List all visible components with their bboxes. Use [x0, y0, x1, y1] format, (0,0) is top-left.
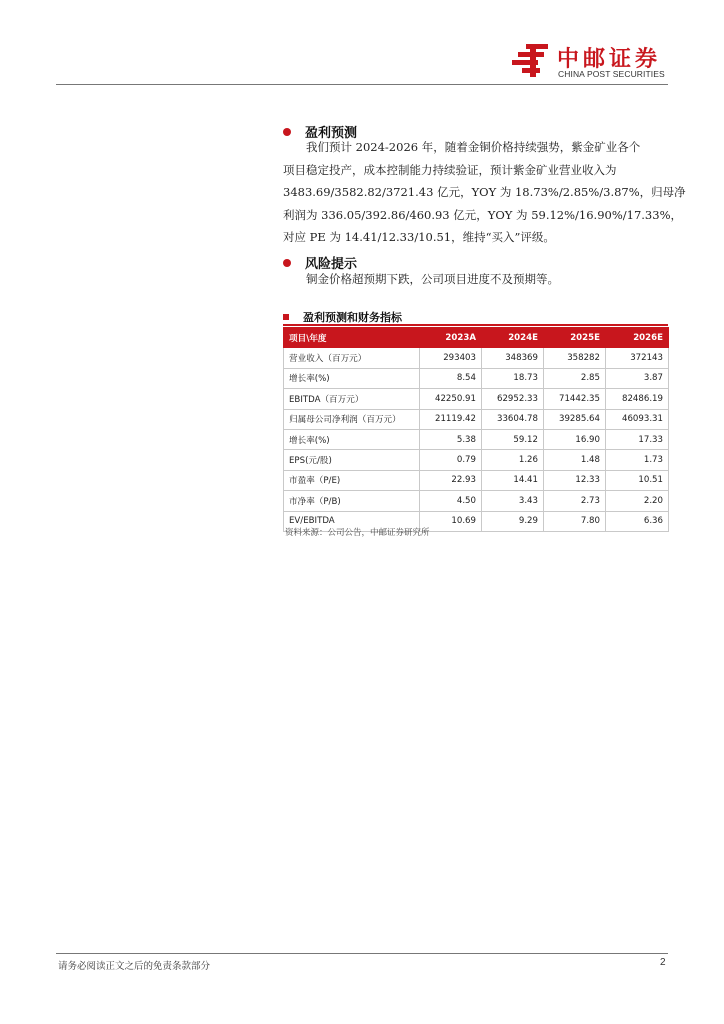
paragraph-line: 3483.69/3582.82/3721.43 亿元，YOY 为 18.73%/2.85%/3.87%，归母净	[283, 185, 686, 200]
row-label-cell: 市净率（P/B)	[284, 491, 420, 511]
footer-disclaimer: 请务必阅读正文之后的免责条款部分	[58, 961, 211, 972]
value-cell: 6.36	[606, 511, 669, 531]
value-cell: 10.51	[606, 470, 669, 490]
row-label-cell: 营业收入（百万元）	[284, 348, 420, 368]
value-cell: 18.73	[482, 368, 544, 388]
section-title: 风险提示	[305, 257, 358, 272]
paragraph-line: 铜金价格超预期下跌，公司项目进度不及预期等。	[306, 272, 559, 286]
value-cell: 42250.91	[420, 389, 482, 409]
value-cell: 39285.64	[544, 409, 606, 429]
table-row	[284, 389, 669, 409]
table-title-text: 盈利预测和财务指标	[303, 311, 402, 324]
value-cell: 2.20	[606, 491, 669, 511]
row-label-cell: 增长率(%)	[284, 429, 420, 449]
value-cell: 5.38	[420, 429, 482, 449]
value-cell: 59.12	[482, 429, 544, 449]
table-row	[284, 450, 669, 470]
value-cell: 10.69	[420, 511, 482, 531]
table-header-row	[284, 328, 669, 348]
table-row	[284, 429, 669, 449]
row-label-cell: EPS(元/股)	[284, 450, 420, 470]
table-source-note: 资料来源：公司公告，中邮证券研究所	[285, 528, 430, 538]
company-logo	[512, 40, 672, 80]
value-cell: 358282	[544, 348, 606, 368]
value-cell: 62952.33	[482, 389, 544, 409]
header-divider	[56, 84, 668, 85]
table-row	[284, 491, 669, 511]
value-cell: 16.90	[544, 429, 606, 449]
profit-forecast-paragraph	[283, 136, 686, 249]
row-label-cell: 增长率(%)	[284, 368, 420, 388]
risk-paragraph	[283, 268, 668, 291]
value-cell: 372143	[606, 348, 669, 368]
financial-forecast-table	[283, 327, 669, 532]
table-row	[284, 368, 669, 388]
bullet-dot-icon	[283, 128, 291, 136]
paragraph-line: 我们预计 2024-2026 年，随着金铜价格持续强势，紫金矿业各个	[306, 140, 641, 154]
value-cell: 2.85	[544, 368, 606, 388]
china-post-logo-icon	[512, 42, 552, 78]
table-row	[284, 409, 669, 429]
section-title: 盈利预测	[305, 126, 358, 141]
logo-chinese-text: 中邮证券	[557, 47, 662, 72]
table-title	[283, 309, 402, 325]
column-header: 2025E	[544, 328, 606, 348]
paragraph-line: 对应 PE 为 14.41/12.33/10.51，维持“买入”评级。	[283, 230, 555, 245]
table-row	[284, 348, 669, 368]
value-cell: 293403	[420, 348, 482, 368]
column-header: 项目\年度	[284, 328, 420, 348]
row-label-cell: EBITDA（百万元）	[284, 389, 420, 409]
value-cell: 7.80	[544, 511, 606, 531]
value-cell: 12.33	[544, 470, 606, 490]
row-label-cell: 归属母公司净利润（百万元）	[284, 409, 420, 429]
value-cell: 1.73	[606, 450, 669, 470]
logo-english-text: CHINA POST SECURITIES	[558, 69, 665, 79]
bullet-dot-icon	[283, 259, 291, 267]
row-label-cell: EV/EBITDA	[284, 511, 420, 531]
value-cell: 71442.35	[544, 389, 606, 409]
value-cell: 82486.19	[606, 389, 669, 409]
column-header: 2026E	[606, 328, 669, 348]
value-cell: 1.26	[482, 450, 544, 470]
value-cell: 21119.42	[420, 409, 482, 429]
table-title-rule	[283, 324, 668, 326]
value-cell: 2.73	[544, 491, 606, 511]
value-cell: 33604.78	[482, 409, 544, 429]
column-header: 2024E	[482, 328, 544, 348]
row-label-cell: 市盈率（P/E)	[284, 470, 420, 490]
table-row	[284, 470, 669, 490]
square-bullet-icon	[283, 314, 289, 320]
footer-divider	[56, 953, 668, 954]
value-cell: 3.87	[606, 368, 669, 388]
value-cell: 14.41	[482, 470, 544, 490]
column-header: 2023A	[420, 328, 482, 348]
value-cell: 4.50	[420, 491, 482, 511]
value-cell: 9.29	[482, 511, 544, 531]
value-cell: 8.54	[420, 368, 482, 388]
value-cell: 46093.31	[606, 409, 669, 429]
value-cell: 0.79	[420, 450, 482, 470]
value-cell: 17.33	[606, 429, 669, 449]
value-cell: 348369	[482, 348, 544, 368]
value-cell: 1.48	[544, 450, 606, 470]
paragraph-line: 利润为 336.05/392.86/460.93 亿元，YOY 为 59.12%/16.90%/17.33%，	[283, 207, 682, 222]
value-cell: 22.93	[420, 470, 482, 490]
value-cell: 3.43	[482, 491, 544, 511]
page-number: 2	[660, 957, 666, 968]
paragraph-line: 项目稳定投产，成本控制能力持续验证，预计紫金矿业营业收入为	[283, 162, 617, 177]
